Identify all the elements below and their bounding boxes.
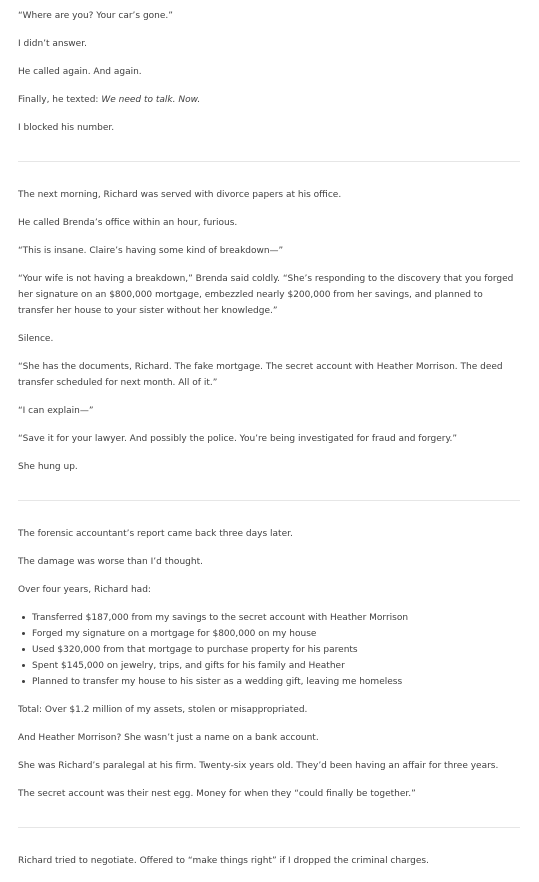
- paragraph: The secret account was their nest egg. Money for when they “could finally be together.”: [18, 789, 416, 799]
- paragraph: “She has the documents, Richard. The fake mortgage. The secret account with Heather Morrison. The deed transfer scheduled for next month. All of it.”: [18, 362, 503, 388]
- list-item: Used $320,000 from that mortgage to purchase property for his parents: [32, 642, 520, 658]
- paragraph: Silence.: [18, 334, 54, 344]
- paragraph: Over four years, Richard had:: [18, 585, 151, 595]
- paragraph: I blocked his number.: [18, 123, 115, 133]
- paragraph: “Save it for your lawyer. And possibly the police. You’re being investigated for fraud and forgery.”: [18, 434, 458, 444]
- paragraph: “Your wife is not having a breakdown,” Brenda said coldly. “She’s responding to the discovery that you forged her signature on an $800,000 mortgage, embezzled nearly $200,000 from her savings, and planned to transfer her house to your sister without her knowledge.”: [18, 274, 514, 316]
- list-item: Spent $145,000 on jewelry, trips, and gifts for his family and Heather: [32, 658, 520, 674]
- list-item: Transferred $187,000 from my savings to the secret account with Heather Morrison: [32, 610, 520, 626]
- paragraph: “I can explain—”: [18, 406, 94, 416]
- paragraph: He called Brenda’s office within an hour, furious.: [18, 218, 238, 228]
- list-item: Forged my signature on a mortgage for $800,000 on my house: [32, 626, 520, 642]
- paragraph: “Where are you? Your car’s gone.”: [18, 11, 173, 21]
- article-body: [18, 0, 520, 869]
- paragraph: She was Richard’s paralegal at his firm. Twenty-six years old. They’d been having an affair for three years.: [18, 761, 499, 771]
- paragraph: “This is insane. Claire’s having some kind of breakdown—”: [18, 246, 284, 256]
- bullet-list: [18, 610, 520, 690]
- paragraph: The damage was worse than I’d thought.: [18, 557, 203, 567]
- paragraph: I didn’t answer.: [18, 39, 87, 49]
- paragraph: He called again. And again.: [18, 67, 142, 77]
- paragraph: The next morning, Richard was served with divorce papers at his office.: [18, 190, 342, 200]
- paragraph: The forensic accountant’s report came back three days later.: [18, 529, 293, 539]
- paragraph: [18, 92, 520, 108]
- paragraph: She hung up.: [18, 462, 78, 472]
- paragraph-text: Finally, he texted:: [18, 95, 102, 105]
- paragraph: And Heather Morrison? She wasn’t just a name on a bank account.: [18, 733, 319, 743]
- paragraph: Total: Over $1.2 million of my assets, stolen or misappropriated.: [18, 705, 308, 715]
- paragraph: Richard tried to negotiate. Offered to “make things right” if I dropped the criminal charges.: [18, 856, 429, 866]
- list-item: Planned to transfer my house to his sister as a wedding gift, leaving me homeless: [32, 674, 520, 690]
- emphasized-text: We need to talk. Now.: [101, 95, 201, 105]
